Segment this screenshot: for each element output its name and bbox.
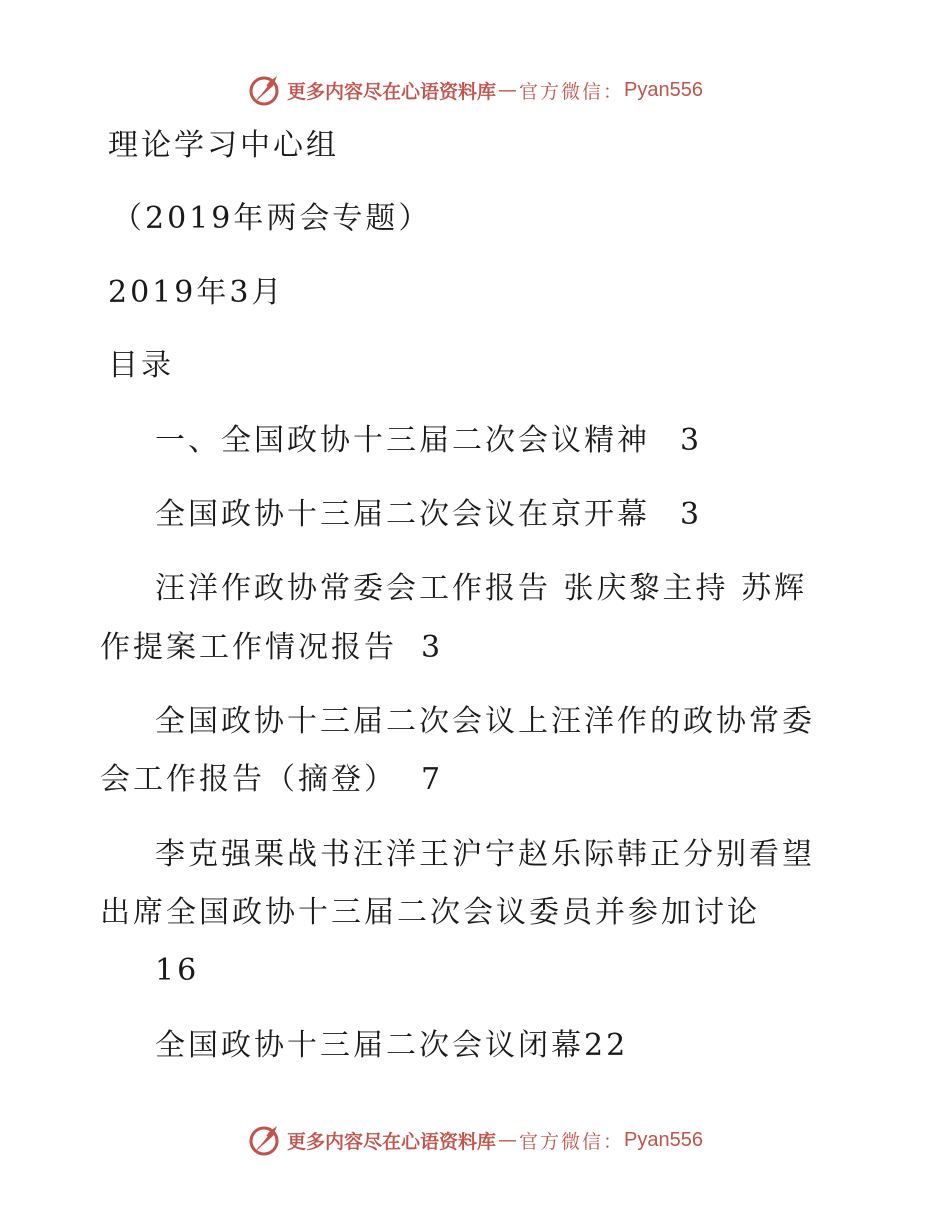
toc-entry-text: 会工作报告（摘登） — [100, 762, 397, 797]
quill-logo-icon — [247, 72, 283, 108]
toc-entry-line2: 出席全国政协十三届二次会议委员并参加讨论 — [100, 895, 760, 930]
toc-entry-text: 全国政协十三届二次会议闭幕 — [155, 1028, 584, 1063]
toc-entry-page: 3 — [680, 497, 703, 532]
watermark-wechat-id: Pyan556 — [624, 1128, 703, 1151]
toc-entry-page: 7 — [421, 762, 444, 797]
watermark-wechat-id: Pyan556 — [624, 78, 703, 101]
toc-entry-line2 — [100, 628, 443, 668]
toc-entry — [155, 1026, 628, 1066]
toc-heading: 目录 — [108, 348, 174, 383]
toc-entry-page: 16 — [155, 953, 200, 988]
toc-entry-page: 22 — [584, 1028, 629, 1063]
watermark-separator: — — [498, 1129, 518, 1151]
toc-entry-text: 全国政协十三届二次会议在京开幕 — [155, 497, 650, 532]
quill-logo-icon — [247, 1122, 283, 1158]
document-date: 2019年3月 — [108, 275, 285, 310]
watermark-wechat-label: 官方微信： — [519, 1130, 625, 1153]
watermark-site-text: 更多内容尽在心语资料库 — [287, 80, 497, 103]
toc-entry-line2 — [100, 760, 443, 800]
document-subtitle: （2019年两会专题） — [112, 201, 432, 236]
toc-entry-page: 3 — [680, 423, 703, 458]
watermark-site-text: 更多内容尽在心语资料库 — [287, 1130, 497, 1153]
watermark-banner-top — [0, 72, 950, 108]
watermark-separator: — — [498, 79, 518, 101]
toc-entry-page: 3 — [421, 630, 444, 665]
watermark-banner-bottom — [0, 1122, 950, 1158]
watermark-wechat-label: 官方微信： — [519, 80, 625, 103]
document-title: 理论学习中心组 — [108, 128, 339, 163]
toc-entry-line1: 全国政协十三届二次会议上汪洋作的政协常委 — [155, 704, 815, 739]
toc-entry-text: 作提案工作情况报告 — [100, 630, 397, 665]
toc-entry-text: 一、全国政协十三届二次会议精神 — [155, 423, 650, 458]
toc-entry — [155, 421, 702, 461]
toc-entry — [155, 495, 702, 535]
toc-entry-line1: 汪洋作政协常委会工作报告 张庆黎主持 苏辉 — [155, 571, 808, 606]
toc-entry-line1: 李克强栗战书汪洋王沪宁赵乐际韩正分别看望 — [155, 837, 815, 872]
